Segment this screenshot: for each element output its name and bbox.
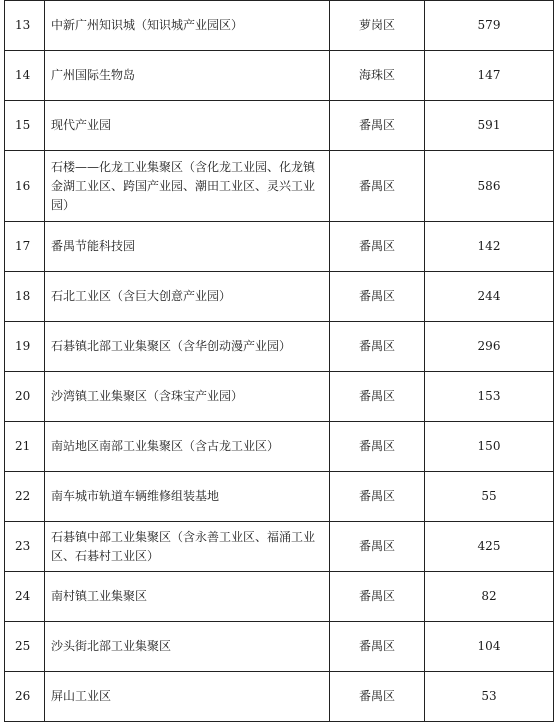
row-number: 15 bbox=[5, 101, 45, 151]
district: 番禺区 bbox=[330, 622, 425, 672]
row-number: 20 bbox=[5, 372, 45, 422]
row-number: 24 bbox=[5, 572, 45, 622]
zone-name: 广州国际生物岛 bbox=[45, 51, 330, 101]
area-value: 55 bbox=[425, 472, 554, 522]
row-number: 17 bbox=[5, 222, 45, 272]
table-row bbox=[5, 422, 554, 472]
industrial-zone-table bbox=[4, 0, 554, 722]
table-row bbox=[5, 572, 554, 622]
zone-name: 南车城市轨道车辆维修组装基地 bbox=[45, 472, 330, 522]
row-number: 26 bbox=[5, 672, 45, 722]
row-number: 19 bbox=[5, 322, 45, 372]
district: 番禺区 bbox=[330, 151, 425, 222]
table-row bbox=[5, 622, 554, 672]
zone-name: 沙湾镇工业集聚区（含珠宝产业园） bbox=[45, 372, 330, 422]
area-value: 53 bbox=[425, 672, 554, 722]
district: 番禺区 bbox=[330, 322, 425, 372]
zone-name: 石楼——化龙工业集聚区（含化龙工业园、化龙镇金湖工业区、跨国产业园、潮田工业区、灵兴工业园） bbox=[45, 151, 330, 222]
zone-name: 沙头街北部工业集聚区 bbox=[45, 622, 330, 672]
row-number: 16 bbox=[5, 151, 45, 222]
area-value: 142 bbox=[425, 222, 554, 272]
row-number: 22 bbox=[5, 472, 45, 522]
table-row bbox=[5, 322, 554, 372]
table-row bbox=[5, 522, 554, 572]
zone-name: 屏山工业区 bbox=[45, 672, 330, 722]
zone-name: 石碁镇中部工业集聚区（含永善工业区、福涌工业区、石碁村工业区） bbox=[45, 522, 330, 572]
zone-name: 南村镇工业集聚区 bbox=[45, 572, 330, 622]
area-value: 579 bbox=[425, 1, 554, 51]
row-number: 23 bbox=[5, 522, 45, 572]
table-row bbox=[5, 222, 554, 272]
area-value: 586 bbox=[425, 151, 554, 222]
zone-name: 番禺节能科技园 bbox=[45, 222, 330, 272]
district: 番禺区 bbox=[330, 522, 425, 572]
table-row bbox=[5, 672, 554, 722]
row-number: 21 bbox=[5, 422, 45, 472]
district: 番禺区 bbox=[330, 101, 425, 151]
table-row bbox=[5, 101, 554, 151]
row-number: 13 bbox=[5, 1, 45, 51]
table-row bbox=[5, 1, 554, 51]
area-value: 82 bbox=[425, 572, 554, 622]
row-number: 25 bbox=[5, 622, 45, 672]
row-number: 18 bbox=[5, 272, 45, 322]
district: 番禺区 bbox=[330, 672, 425, 722]
district: 番禺区 bbox=[330, 222, 425, 272]
area-value: 244 bbox=[425, 272, 554, 322]
zone-name: 现代产业园 bbox=[45, 101, 330, 151]
district: 海珠区 bbox=[330, 51, 425, 101]
table-row bbox=[5, 472, 554, 522]
table-row bbox=[5, 272, 554, 322]
district: 番禺区 bbox=[330, 372, 425, 422]
area-value: 591 bbox=[425, 101, 554, 151]
area-value: 153 bbox=[425, 372, 554, 422]
area-value: 150 bbox=[425, 422, 554, 472]
table-row bbox=[5, 51, 554, 101]
zone-name: 石北工业区（含巨大创意产业园） bbox=[45, 272, 330, 322]
zone-name: 南站地区南部工业集聚区（含古龙工业区） bbox=[45, 422, 330, 472]
area-value: 425 bbox=[425, 522, 554, 572]
area-value: 104 bbox=[425, 622, 554, 672]
district: 番禺区 bbox=[330, 572, 425, 622]
district: 番禺区 bbox=[330, 272, 425, 322]
area-value: 296 bbox=[425, 322, 554, 372]
district: 番禺区 bbox=[330, 472, 425, 522]
area-value: 147 bbox=[425, 51, 554, 101]
table-row bbox=[5, 372, 554, 422]
zone-name: 中新广州知识城（知识城产业园区） bbox=[45, 1, 330, 51]
district: 萝岗区 bbox=[330, 1, 425, 51]
district: 番禺区 bbox=[330, 422, 425, 472]
zone-name: 石碁镇北部工业集聚区（含华创动漫产业园） bbox=[45, 322, 330, 372]
row-number: 14 bbox=[5, 51, 45, 101]
table-row bbox=[5, 151, 554, 222]
